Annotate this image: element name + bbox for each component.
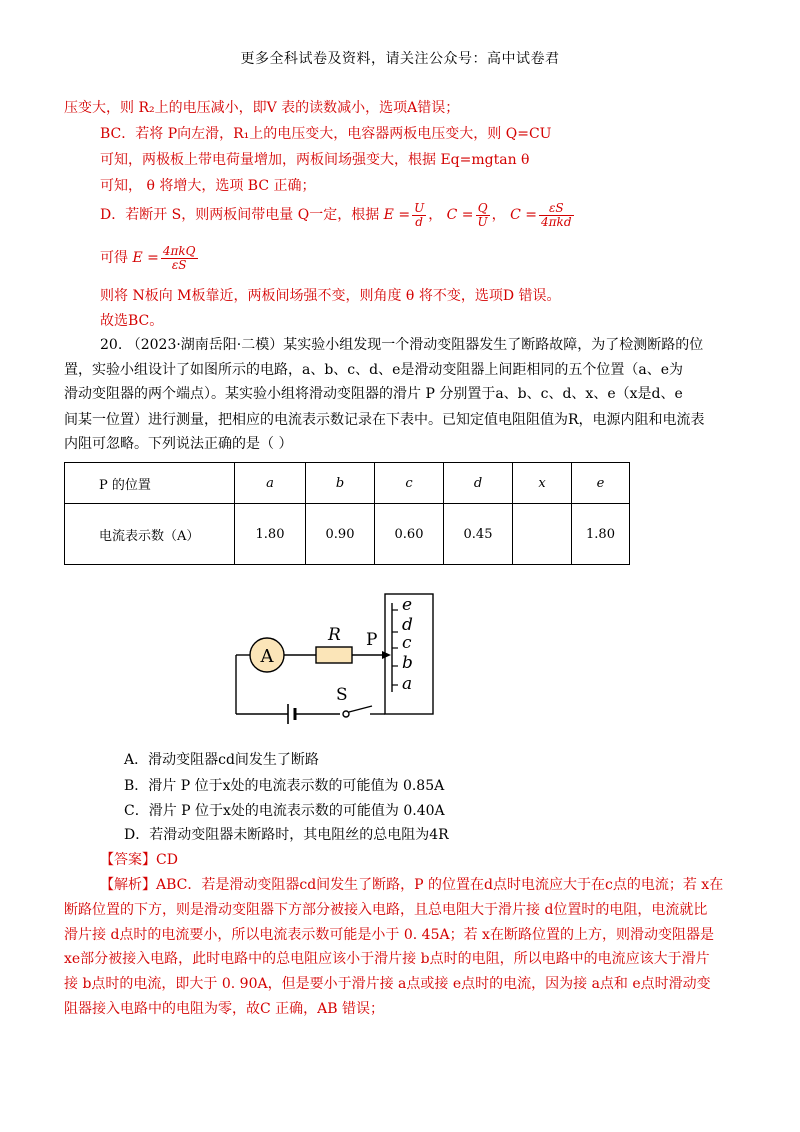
question-line-3: 滑动变阻器的两个端点）。某实验小组将滑动变阻器的滑片 P 分别置于a、b、c、d、x、e（x是d、e bbox=[64, 386, 683, 402]
eq2-lhs: C = bbox=[446, 207, 474, 223]
option-c: C．滑片 P 位于x处的电流表示数的可能值为 0.40A bbox=[124, 803, 445, 819]
cell-current-e: 1.80 bbox=[572, 504, 630, 565]
cell-current-d: 0.45 bbox=[444, 504, 513, 565]
option-d: D．若滑动变阻器未断路时，其电阻丝的总电阻为4R bbox=[124, 827, 449, 843]
resistor-label: R bbox=[328, 625, 341, 645]
eq3-fraction bbox=[539, 202, 573, 229]
eq2-den: U bbox=[477, 214, 488, 229]
option-b: B．滑片 P 位于x处的电流表示数的可能值为 0.85A bbox=[124, 778, 445, 794]
switch-contact bbox=[343, 711, 349, 717]
question-source: （2023·湖南岳阳·二模） bbox=[126, 337, 284, 353]
analysis-line-2: 断路位置的下方，则是滑动变阻器下方部分被接入电路，且总电阻大于滑片接 d位置时的电阻，电流就比 bbox=[64, 902, 708, 918]
eq4-den: εS bbox=[171, 257, 187, 272]
analysis-line-3: 滑片接 d点时的电流要小，所以电流表示数可能是小于 0. 45A；若 x在断路位置的上方，则滑动变阻器是 bbox=[64, 927, 714, 943]
cell-current-a: 1.80 bbox=[235, 504, 306, 565]
question-text-1: 某实验小组发现一个滑动变阻器发生了断路故障，为了检测断路的位 bbox=[283, 337, 704, 353]
cell-current-x bbox=[513, 504, 572, 565]
row-label-current: 电流表示数（A） bbox=[65, 504, 235, 565]
switch-label: S bbox=[336, 685, 348, 705]
circuit-diagram bbox=[220, 588, 450, 728]
analysis-line-4: xe部分被接入电路，此时电路中的总电阻应该小于滑片接 b点时的电阻，所以电路中的电流应该大于滑片 bbox=[64, 951, 710, 967]
tap-label-b: b bbox=[402, 653, 413, 673]
answer-value: CD bbox=[156, 852, 178, 868]
prev-solution-line-8: 故选BC。 bbox=[100, 313, 164, 329]
eq3-lhs: C = bbox=[510, 207, 538, 223]
prev-solution-line-4: 可知， θ 将增大，选项 BC 正确； bbox=[100, 178, 316, 194]
eq3-den: 4πkd bbox=[541, 214, 572, 229]
cell-position-e: e bbox=[572, 463, 630, 504]
eq4-fraction bbox=[161, 245, 198, 272]
question-line-2: 置，实验小组设计了如图所示的电路，a、b、c、d、e是滑动变阻器上间距相同的五个位置（a、e为 bbox=[64, 362, 684, 378]
eq1-num: U bbox=[414, 200, 425, 215]
eq4-num: 4πkQ bbox=[162, 243, 196, 258]
eq2-num: Q bbox=[476, 202, 490, 216]
tap-label-d: d bbox=[402, 615, 413, 635]
eq1-lhs: E = bbox=[383, 207, 411, 223]
prev-solution-line-6 bbox=[100, 242, 200, 274]
eq1-den: d bbox=[415, 214, 423, 229]
eq1-fraction bbox=[412, 202, 426, 229]
cell-position-a: a bbox=[235, 463, 306, 504]
prev-solution-line-2: BC．若将 P向左滑，R₁上的电压变大，电容器两板电压变大，则 Q=CU bbox=[100, 126, 552, 142]
prev-solution-line-3: 可知，两极板上带电荷量增加，两板间场强变大，根据 Eq=mgtan θ bbox=[100, 152, 530, 168]
cell-current-b: 0.90 bbox=[306, 504, 375, 565]
cell-position-d: d bbox=[444, 463, 513, 504]
table-row-currents bbox=[65, 504, 630, 565]
answer-label: 【答案】 bbox=[100, 852, 156, 868]
prev-solution-line-5-text: D．若断开 S，则两板间带电量 Q一定，根据 bbox=[100, 207, 380, 223]
table-row-positions bbox=[65, 463, 630, 504]
cell-position-c: c bbox=[375, 463, 444, 504]
tap-label-a: a bbox=[402, 674, 413, 694]
cell-position-b: b bbox=[306, 463, 375, 504]
eq3-num: εS bbox=[539, 202, 573, 216]
page-header: 更多全科试卷及资料，请关注公众号：高中试卷君 bbox=[240, 51, 560, 67]
resistor bbox=[316, 647, 352, 663]
data-table bbox=[64, 462, 630, 565]
prev-solution-line-6-text: 可得 bbox=[100, 250, 128, 266]
slider-arrow bbox=[382, 651, 391, 659]
row-label-position: P 的位置 bbox=[65, 463, 235, 504]
answer bbox=[100, 850, 178, 870]
option-a: A．滑动变阻器cd间发生了断路 bbox=[124, 752, 319, 768]
analysis-line-1 bbox=[100, 875, 723, 895]
analysis-line-6: 阻器接入电路中的电阻为零，故C 正确，AB 错误； bbox=[64, 1001, 385, 1017]
switch-lever bbox=[349, 706, 372, 712]
tap-label-e: e bbox=[402, 595, 413, 615]
question-line-4: 间某一位置）进行测量，把相应的电流表示数记录在下表中。已知定值电阻阻值为R，电源内阻和电流表 bbox=[64, 412, 705, 428]
eq4-lhs: E = bbox=[132, 250, 159, 266]
ammeter-label: A bbox=[260, 646, 274, 667]
prev-solution-line-7: 则将 N板向 M板靠近，两板间场强不变，则角度 θ 将不变，选项D 错误。 bbox=[100, 288, 561, 304]
analysis-line-5: 接 b点时的电流，即大于 0. 90A，但是要小于滑片接 a点或接 e点时的电流，因为接 a点和 e点时滑动变 bbox=[64, 976, 711, 992]
question-number: 20. bbox=[100, 337, 123, 353]
question-line-5: 内阻可忽略。下列说法正确的是（ ） bbox=[64, 436, 293, 452]
cell-position-x: x bbox=[513, 463, 572, 504]
eq2-fraction bbox=[476, 202, 490, 229]
prev-solution-line-5: D．若断开 S，则两板间带电量 Q一定，根据 E = $\frac{U}{d}$ ， C = $\frac{Q}{U}$ ， C = $\frac{\varepsilon S}{\text{4πkd}}$ bbox=[100, 200, 572, 229]
cell-current-c: 0.60 bbox=[375, 504, 444, 565]
prev-solution-line-1: 压变大，则 R₂上的电压减小，即V 表的读数减小，选项A错误； bbox=[64, 100, 460, 116]
question-line-1 bbox=[100, 335, 703, 355]
analysis-label: 【解析】 bbox=[100, 877, 156, 893]
tap-label-c: c bbox=[402, 633, 412, 653]
slider-label: P bbox=[366, 630, 378, 650]
analysis-text-1: ABC．若是滑动变阻器cd间发生了断路，P 的位置在d点时电流应大于在c点的电流；若 x在 bbox=[156, 877, 724, 893]
